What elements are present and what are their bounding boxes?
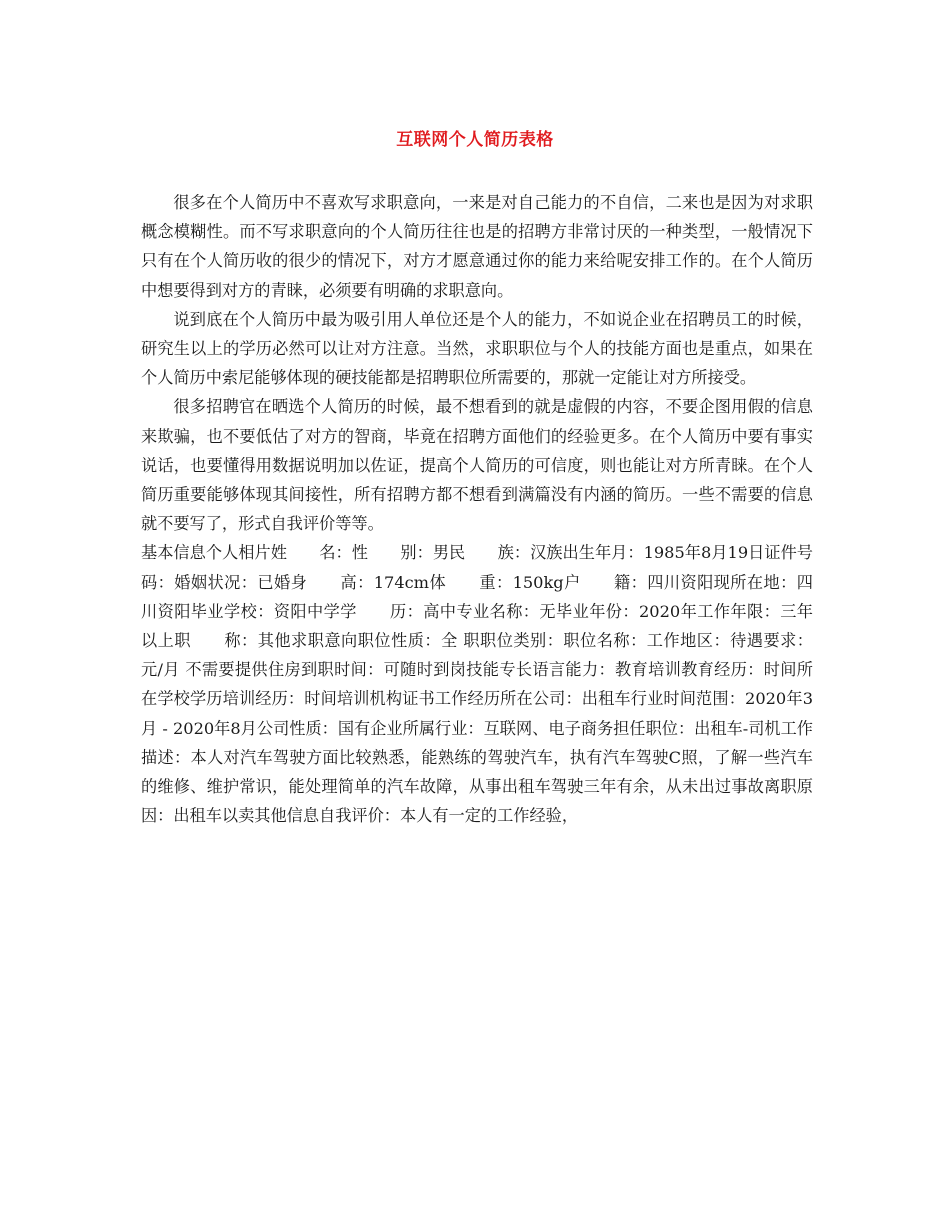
resume-info-block: 基本信息个人相片姓 名：性 别：男民 族：汉族出生年月：1985年8月19日证件号码：婚姻状况：已婚身 高：174cm体 重：150kg户 籍：四川资阳现所在地：四川资阳毕业学校：资阳中学学 历：高中专业名称：无毕业年份：2020年工作年限：三年以上职 称：其他求职意向职位性质：全 职职位类别：职位名称：工作地区：待遇要求：元/月 不需要提供住房到职时间：可随时到岗技能专长语言能力：教育培训教育经历：时间所在学校学历培训经历：时间培训机构证书工作经历所在公司：出租车行业时间范围：2020年3月 - 2020年8月公司性质：国有企业所属行业：互联网、电子商务担任职位：出租车-司机工作描述：本人对汽车驾驶方面比较熟悉，能熟练的驾驶汽车，执有汽车驾驶C照，了解一些汽车的维修、维护常识，能处理简单的汽车故障，从事出租车驾驶三年有余，从未出过事故离职原因：出租车以卖其他信息自我评价：本人有一定的工作经验， — [141, 543, 813, 826]
paragraph-job-intention: 很多在个人简历中不喜欢写求职意向，一来是对自己能力的不自信，二来也是因为对求职概念模糊性。而不写求职意向的个人简历往往也是的招聘方非常讨厌的一种类型，一般情况下只有在个人简历收的很少的情况下，对方才愿意通过你的能力来给呢安排工作的。在个人简历中想要得到对方的青睐，必须要有明确的求职意向。 — [141, 193, 813, 300]
paragraph-ability: 说到底在个人简历中最为吸引用人单位还是个人的能力，不如说企业在招聘员工的时候，研究生以上的学历必然可以让对方注意。当然，求职职位与个人的技能方面也是重点，如果在个人简历中索尼能够体现的硬技能都是招聘职位所需要的，那就一定能让对方所接受。 — [141, 309, 813, 388]
paragraph-honesty: 很多招聘官在晒选个人简历的时候，最不想看到的就是虚假的内容，不要企图用假的信息来欺骗，也不要低估了对方的智商，毕竟在招聘方面他们的经验更多。在个人简历中要有事实说话，也要懂得用数据说明加以佐证，提高个人简历的可信度，则也能让对方所青睐。在个人简历重要能够体现其间接性，所有招聘方都不想看到满篇没有内涵的简历。一些不需要的信息就不要写了，形式自我评价等等。 — [141, 397, 813, 534]
document-body — [141, 188, 813, 830]
page-title: 互联网个人简历表格 — [396, 130, 554, 150]
